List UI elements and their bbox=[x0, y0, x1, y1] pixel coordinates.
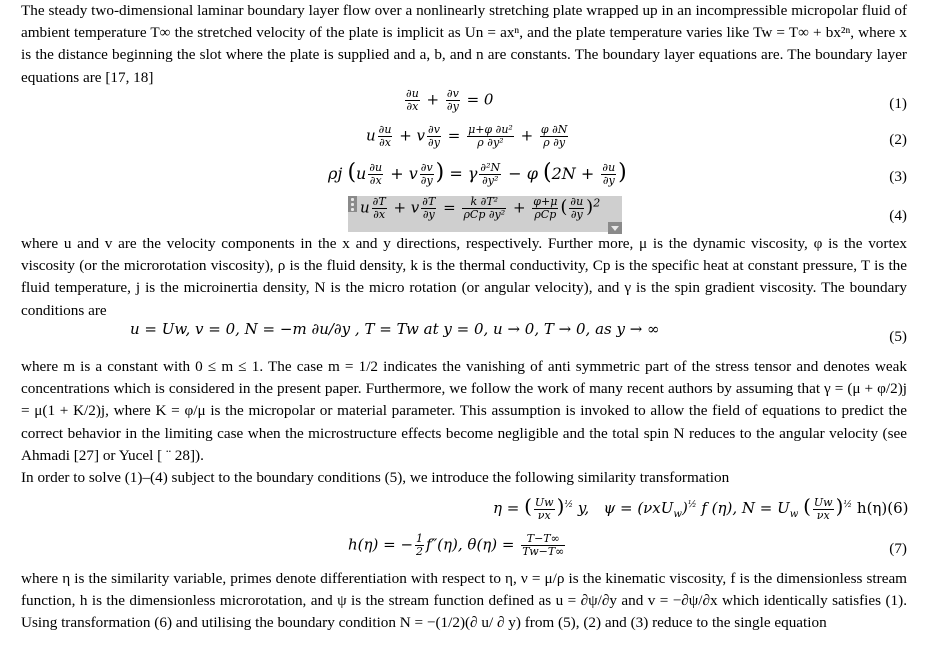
equation-7: h(η) = − $\frac{1}{2}$ f″(η), θ(η) = $\frac{T-T\infty}{Tw-T\infty}$ bbox=[348, 532, 565, 558]
equation-number-5: (5) bbox=[889, 328, 907, 345]
equation-6: η = ( $\frac{Uw}{\nu x}$ )$^{\frac{1}{2}}$ y, $\psi = (\nu xU_w)^{\frac{1}{2}}$ f (η), $N = U_w$ ( $\frac{Uw}{\nu x}$ )$^{\frac{1}{2}}$ h(η)(6) bbox=[493, 494, 909, 522]
equation-drag-handle[interactable] bbox=[348, 196, 357, 212]
equation-6-tail: h(η)(6) bbox=[856, 499, 909, 517]
equation-4: u $\frac{\partial T}{\partial x}$ + v $\frac{\partial T}{\partial y}$ = $\frac{\text{k ∂T²}}{\text{ρCp ∂y²}}$ + $\frac{\varphi+\mu}{\text{ρCp}}$ ( $\frac{\partial u}{\partial y}$ )$^2$ bbox=[360, 195, 601, 221]
intro-paragraph: The steady two-dimensional laminar boundary layer flow over a nonlinearly stretching plate wrapped up in an incompressible micropolar fluid of ambient temperature T∞ the stretched velocity of the plate is implicit as Un = axⁿ, and the plate temperature varies like Tw = T∞ + bx²ⁿ, where x is the distance beginning the slot where the plate is supplied and a, b, and n are constants. The boundary layer equations are. The boundary layer equations are [17, 18] bbox=[21, 2, 907, 86]
equation-number-2: (2) bbox=[889, 131, 907, 148]
similarity-intro-paragraph: In order to solve (1)–(4) subject to the boundary conditions (5), we introduce the following similarity transformation bbox=[21, 469, 730, 486]
definitions-paragraph: where η is the similarity variable, primes denote differentiation with respect to η, ν = μ/ρ is the kinematic viscosity, f is the dimensionless stream function, h is the dimensionless microrotation, and ψ is the stream function defined as u = ∂ψ/∂y and v = −∂ψ/∂x which identically satisfies (1). Using transformation (6) and utilising the boundary condition N = −(1/2)(∂ u/ ∂ y) from (5), (2) and (3) reduce to the single equation bbox=[21, 570, 907, 632]
equation-3: ρj (u $\frac{\partial u}{\partial x}$ + v $\frac{\partial v}{\partial y}$ ) = γ $\frac{\text{∂²N}}{\text{∂y²}}$ − φ (2N + $\frac{\partial u}{\partial y}$ ) bbox=[328, 160, 627, 187]
equation-number-1: (1) bbox=[889, 95, 907, 112]
variables-paragraph: where u and v are the velocity components in the x and y directions, respectively. Further more, μ is the dynamic viscosity, φ is the vortex viscosity (or the microrotation viscosity), ρ is the fluid density, k is the thermal conductivity, Cp is the specific heat at constant pressure, T is the fluid temperature, j is the microinertia density, N is the micro rotation (or angular velocity), and γ is the spin gradient viscosity. The boundary conditions are bbox=[21, 235, 907, 319]
equation-5: u = Uw, v = 0, N = −m ∂u/∂y , T = Tw at y = 0, u → 0, T → 0, as y → ∞ bbox=[130, 320, 660, 338]
equation-number-4: (4) bbox=[889, 207, 907, 224]
equation-number-7: (7) bbox=[889, 540, 907, 557]
equation-2: u $\frac{\partial u}{\partial x}$ + v $\frac{\partial v}{\partial y}$ = $\frac{\text{μ+φ ∂u²}}{\text{ρ ∂y²}}$ + $\frac{\varphi \partial N}{\rho \partial y}$ bbox=[366, 123, 568, 149]
parameters-paragraph: where m is a constant with 0 ≤ m ≤ 1. The case m = 1/2 indicates the vanishing of anti symmetric part of the stress tensor and denotes weak concentrations which is considered in the present paper. Furthermore, we follow the work of many recent authors by assuming that γ = (μ + φ/2)j = μ(1 + K/2)j, where K = φ/μ is the micropolar or material parameter. This assumption is invoked to allow the field of equations to predict the correct behavior in the limiting case when the microstructure effects become negligible and the total spin N reduces to the angular velocity (see Ahmadi [27] or Yucel [ ¨ 28]). bbox=[21, 358, 907, 464]
equation-1: $\frac{\partial u}{\partial x}$ + $\frac{\partial v}{\partial y}$ = 0 bbox=[406, 87, 494, 113]
equation-number-3: (3) bbox=[889, 168, 907, 185]
